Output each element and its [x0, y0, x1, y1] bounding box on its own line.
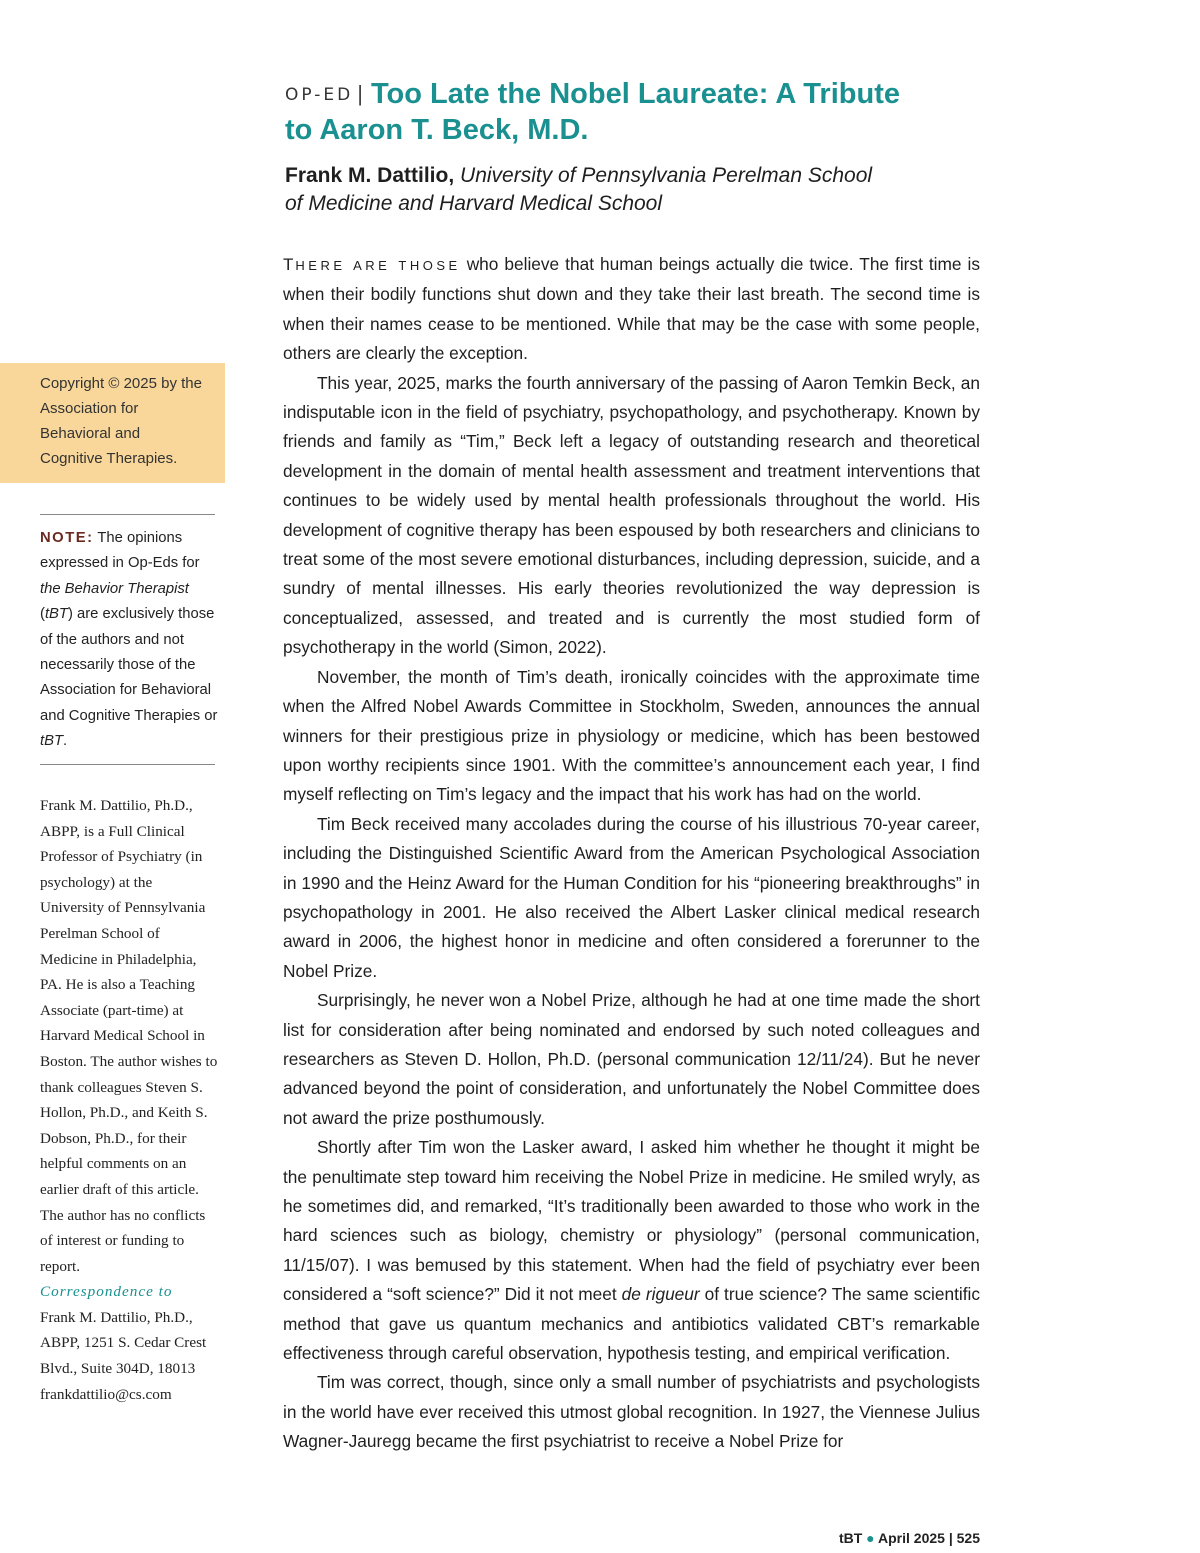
page-footer [839, 1530, 980, 1546]
section-kicker: OP-ED [285, 85, 354, 105]
paragraph: November, the month of Tim’s death, ironically coincides with the approximate time when the Alfred Nobel Awards Committee in Stockholm, Sweden, announces the annual winners for their prestigious prize in physiology or medicine, which has been bestowed upon worthy recipients since 1901. With the committee’s announcement each year, I find myself reflecting on Tim’s legacy and the impact that his work has had on the world. [283, 666, 980, 805]
note-abbrev: tBT [40, 733, 64, 750]
author-affiliation-line1: University of Pennsylvania Perelman School [460, 164, 873, 187]
copyright-notice: Copyright © 2025 by the Association for Behavioral and Cognitive Therapies. [0, 363, 225, 483]
footer-bullet-icon: ● [866, 1530, 875, 1546]
footer-journal: tBT [838, 1530, 863, 1546]
paragraph-text: who believe that human beings actually die twice. The first time is when their bodily functions shut down and they take their last breath. The second time is when their names cease to be mentioned. While that may be the case with some people, others are clearly the exception. [283, 254, 981, 364]
note-text: ( [40, 606, 45, 623]
paragraph: This year, 2025, marks the fourth anniversary of the passing of Aaron Temkin Beck, an indisputable icon in the field of psychiatry, psychopathology, and psychotherapy. Known by friends and family as “Tim,” Beck left a legacy of outstanding research and theoretical development in the domain of mental health assessment and treatment interventions that continues to be widely used by mental health professionals throughout the world. His development of cognitive therapy has been espoused by both researchers and clinicians to treat some of the most severe emotional disturbances, including depression, suicide, and a sundry of mental illnesses. His early theories revolutionized the way depression is conceptualized, assessed, and treated and is currently the most studied form of psychotherapy in the world (Simon, 2022). [283, 372, 980, 658]
opinion-note [40, 526, 220, 755]
byline [285, 162, 985, 218]
paragraph-text: Shortly after Tim won the Lasker award, I asked him whether he thought it might be the penultimate step toward him receiving the Nobel Prize in medicine. He smiled wryly, as he sometimes did, and remarked, “It’s traditionally been awarded to those who work in the hard sciences such as biology, chemistry or physiology” (personal communication, 11/15/07). I was bemused by this statement. When had the field of psychiatry ever been considered a “soft science?” Did it not meet [283, 1137, 980, 1305]
note-text: ) are exclusively those of the authors and not necessarily those of the Association for Behavioral and Cognitive Therapies or [40, 606, 218, 724]
paragraph: Tim Beck received many accolades during the course of his illustrious 70-year career, including the Distinguished Scientific Award from the American Psychological Association in 1990 and the Heinz Award for the Human Condition for his “pioneering breakthroughs” in psychopathology in 2001. He also received the Albert Lasker clinical medical research award in 2006, the highest honor in medicine and often considered a forerunner to the Nobel Prize. [283, 813, 980, 981]
footer-issue: April 2025 [878, 1530, 945, 1546]
article-body [283, 250, 980, 1457]
author-affiliation-line2: of Medicine and Harvard Medical School [285, 192, 663, 215]
note-label: NOTE: [40, 530, 94, 546]
note-text: The opinions expressed in Op-Eds for [40, 530, 200, 572]
paragraph: Tim was correct, though, since only a small number of psychiatrists and psychologists in the world have ever received this utmost global recognition. In 1927, the Viennese Julius Wagner-Jauregg became the first psychiatrist to receive a Nobel Prize for [283, 1372, 980, 1452]
article-header [285, 76, 985, 218]
note-text: . [63, 733, 68, 750]
kicker-separator: | [357, 81, 363, 106]
correspondence-address: Frank M. Dattilio, Ph.D., ABPP, 1251 S. Cedar Crest Blvd., Suite 304D, 18013 frankdattilio@cs.com [40, 1308, 207, 1403]
title-block [285, 76, 985, 148]
article-title-line1: Too Late the Nobel Laureate: A Tribute [370, 78, 900, 110]
paragraph [283, 1133, 980, 1368]
paragraph [283, 250, 980, 369]
lead-in: THERE ARE THOSE [283, 255, 461, 274]
footer-separator: | [948, 1530, 953, 1546]
article-title-line2: to Aaron T. Beck, M.D. [285, 114, 589, 146]
paragraph-text: of true science? The same scientific method that gave us quantum mechanics and antibiotics validated CBT’s remarkable effectiveness through careful observation, hypothesis testing, and empirical verification. [283, 1284, 980, 1364]
note-journal-name: the Behavior Therapist [40, 580, 189, 597]
italic-phrase: de rigueur [621, 1284, 700, 1305]
note-abbrev: tBT [44, 606, 68, 623]
author-bio [40, 793, 220, 1407]
page-number: 525 [956, 1530, 980, 1546]
paragraph: Surprisingly, he never won a Nobel Prize, although he had at one time made the short list for consideration after being nominated and endorsed by such noted colleagues and researchers as Steven D. Hollon, Ph.D. (personal communication 12/11/24). But he never advanced beyond the point of consideration, and unfortunately the Nobel Committee does not award the prize posthumously. [283, 990, 980, 1128]
author-name: Frank M. Dattilio, [285, 164, 455, 187]
bio-text: Frank M. Dattilio, Ph.D., ABPP, is a Full Clinical Professor of Psychiatry (in psychology) at the University of Pennsylvania Perelman School of Medicine in Philadelphia, PA. He is also a Teaching Associate (part-time) at Harvard Medical School in Boston. The author wishes to thank colleagues Steven S. Hollon, Ph.D., and Keith S. Dobson, Ph.D., for their helpful comments on an earlier draft of this article. The author has no conflicts of interest or funding to report. [40, 797, 218, 1275]
correspondence-label: Correspondence to [40, 1283, 173, 1301]
sidebar-divider [40, 514, 215, 515]
sidebar-divider [40, 764, 215, 765]
